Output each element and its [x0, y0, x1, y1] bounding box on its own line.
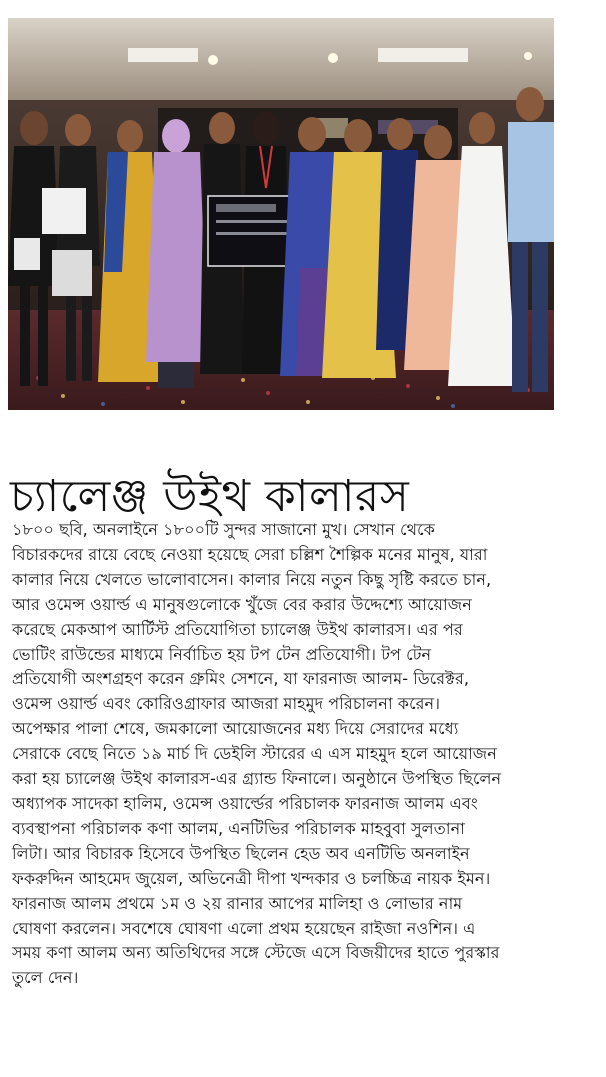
body-line: ১৮০০ ছবি, অনলাইনে ১৮০০টি সুন্দর সাজানো মুখ। সেখান থেকে — [12, 520, 435, 539]
body-line: প্রতিযোগী অংশগ্রহণ করেন গ্রুমিং সেশনে, যা ফারনাজ আলম- ডিরেক্টর, — [12, 669, 469, 689]
body-line: ফারনাজ আলম প্রথমে ১ম ও ২য় রানার আপের মালিহা ও লোভার নাম — [12, 893, 463, 913]
body-line: তুলে দেন। — [12, 968, 79, 988]
body-line: অপেক্ষার পালা শেষে, জমকালো আয়োজনের মধ্য দিয়ে সেরাদের মধ্যে — [12, 719, 459, 739]
body-line: অধ্যাপক সাদেকা হালিম, ওমেন্স ওয়ার্ল্ডের পরিচালক ফারনাজ আলম এবং — [12, 793, 478, 813]
article-headline: চ্যালেঞ্জ উইথ কালারস — [10, 471, 410, 523]
body-line: ফকরুদ্দিন আহমেদ জুয়েল, অভিনেত্রী দীপা খন্দকার ও চলচ্চিত্র নায়ক ইমন। — [12, 868, 491, 888]
body-line: সময় কণা আলম অন্য অতিথিদের সঙ্গে স্টেজে এসে বিজয়ীদের হাতে পুরস্কার — [12, 943, 500, 963]
body-line: বিচারকদের রায়ে বেছে নেওয়া হয়েছে সেরা চল্লিশ শৈল্পিক মনের মানুষ, যারা — [12, 544, 488, 564]
body-line: কালার নিয়ে খেলতে ভালোবাসেন। কালার নিয়ে নতুন কিছু সৃষ্টি করতে চান, — [12, 569, 492, 589]
body-line: লিটা। আর বিচারক হিসেবে উপস্থিত ছিলেন হেড অব এনটিভি অনলাইন — [12, 843, 470, 863]
body-line: ব্যবস্থাপনা পরিচালক কণা আলম, এনটিভির পরিচালক মাহবুবা সুলতানা — [12, 818, 465, 838]
body-line: আর ওমেন্স ওয়ার্ল্ড এ মানুষগুলোকে খুঁজে বের করার উদ্দেশ্যে আয়োজন — [12, 594, 472, 614]
body-line: সেরাকে বেছে নিতে ১৯ মার্চ দি ডেইলি স্টারের এ এস মাহমুদ হলে আয়োজন — [12, 744, 497, 764]
article-body — [12, 518, 596, 991]
body-line: ওমেন্স ওয়ার্ল্ড এবং কোরিওগ্রাফার আজরা মাহমুদ পরিচালনা করেন। — [12, 694, 440, 714]
event-photo — [8, 18, 554, 410]
body-line: করেছে মেকআপ আর্টিস্ট প্রতিযোগিতা চ্যালেঞ্জ উইথ কালারস। এর পর — [12, 619, 463, 639]
body-line: ঘোষণা করলেন। সবশেষে ঘোষণা এলো প্রথম হয়েছেন রাইজা নওশিন। এ — [12, 918, 476, 938]
body-line: করা হয় চ্যালেঞ্জ উইথ কালারস-এর গ্র্যান্ড ফিনালে। অনুষ্ঠানে উপস্থিত ছিলেন — [12, 769, 502, 789]
body-line: ভোটিং রাউন্ডের মাধ্যমে নির্বাচিত হয় টপ টেন প্রতিযোগী। টপ টেন — [12, 644, 432, 664]
